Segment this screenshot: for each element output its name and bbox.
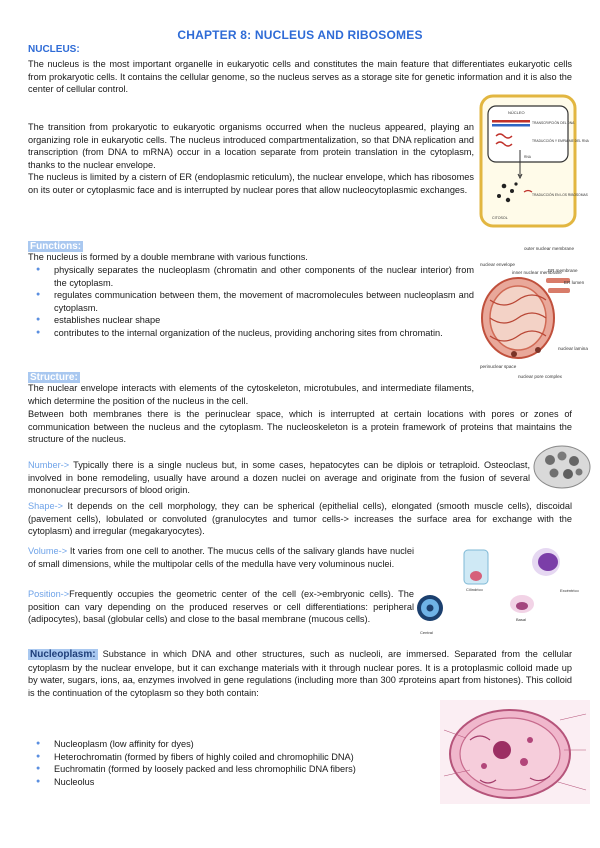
nucleoplasm-item: ● Euchromatin (formed by loosely packed and less chromophilic DNA fibers) (28, 763, 448, 776)
fig2-label-pore: nuclear pore complex (518, 374, 562, 379)
nucleoplasm-paragraph (28, 648, 572, 699)
fig1-label-empalme: TRADUCCIÓN Y EMPALME DEL RNA (532, 139, 589, 143)
nucleus-para-1: The nucleus is the most important organelle in eukaryotic cells and constitutes the main feature that differentiates eukaryotic cells from prokaryotic cells. It contains the cellular genome, so the nucleus serves as a storage site for genetic information and it is also the center of cellular control. (28, 59, 572, 95)
functions-item: ● establishes nuclear shape (28, 314, 474, 327)
fig2-label-inner: inner nuclear membrane (512, 270, 562, 275)
structure-para-2: Between both membranes there is the perinuclear space, which is interrupted at certain locations with pores or zones of communication between the nucleus and the cytoplasm. The nucleoskeleton is a protein framework of proteins that maintains the structure of the nucleus. (28, 409, 572, 445)
fig2-label-er-membrane: ER membrane (548, 268, 578, 273)
nucleoplasm-text: Substance in which DNA and other structures, such as nucleoli, are immersed. Separated from the cellular cytoplasm by the nuclear envelope, but it can exchange materials with it through nuclear pores. It is a protoplasmic colloid made up by water, sugars, ions, aa, enzymes involved in gene regulations (including more than 300 ≠proteins apart from histones). This colloid is the continuation of the cytoplasm so they both contain: (28, 649, 572, 698)
functions-intro: The nucleus is formed by a double membrane with various functions. (28, 252, 308, 262)
functions-heading: Functions: (30, 241, 82, 252)
structure-heading: Structure: (30, 372, 78, 383)
fig2-label-perinuclear: perinuclear space (480, 364, 517, 369)
nucleus-histology-image (440, 700, 590, 804)
nucleus-paragraph-1a (28, 58, 572, 96)
number-lead: Number-> (28, 460, 70, 470)
shape-text: It depends on the cell morphology, they can be spherical (epithelial cells), elongated (smooth muscle cells), discoidal (pavement cells), lobulated or convoluted (granulocytes and tumor cells-> increases the surface area for exchange with the cytoplasm) and irregular (megakaryocytes). (28, 501, 572, 537)
shape-lead: Shape-> (28, 501, 63, 511)
functions-item: ● physically separates the nucleoplasm (chromatin and other components of the nuclear interior) from the cytoplasm. (28, 264, 474, 289)
structure-shape (28, 500, 572, 538)
structure-volume (28, 545, 414, 570)
fig2-label-lamina: nuclear lamina (558, 346, 588, 351)
functions-item: ● regulates communication between them, the movement of macromolecules between nucleoplasm and cytoplasm. (28, 289, 474, 314)
position-lead: Position-> (28, 589, 70, 599)
nucleoplasm-item: ● Heterochromatin (formed by fibers of highly coiled and chromophilic DNA) (28, 751, 448, 764)
structure-para-1: The nuclear envelope interacts with elements of the cytoskeleton, microtubules, and intermediate filaments, which determine the position of the nucleus in the cell. (28, 383, 474, 406)
volume-lead: Volume-> (28, 546, 68, 556)
multinucleate-cell-image (532, 444, 592, 490)
fig1-label-rna: RNA (524, 155, 531, 159)
nucleoplasm-heading: Nucleoplasm: (30, 649, 96, 660)
page-title: CHAPTER 8: NUCLEUS AND RIBOSOMES (177, 28, 423, 42)
fig4-label-excentrico: Excéntrico (560, 588, 579, 593)
fig2-label-envelope: nuclear envelope (480, 262, 515, 267)
nucleus-position-diagram (416, 546, 592, 640)
structure-number (28, 459, 530, 497)
fig1-label-transcripcion: TRANSCRIPCIÓN DEL DNA (532, 121, 575, 125)
nucleus-compartment-diagram (478, 92, 589, 230)
nucleoplasm-item: ● Nucleolus (28, 776, 448, 789)
fig1-label-traduccion: TRADUCCIÓN EN LOS RIBOSOMAS (532, 193, 588, 197)
volume-text: It varies from one cell to another. The mucus cells of the salivary glands have nuclei of small dimensions, while the multipolar cells of the medulla have very voluminous nuclei. (28, 546, 414, 569)
functions-item: ● contributes to the internal organization of the nucleus, providing anchoring sites from chromatin. (28, 327, 474, 340)
fig4-label-central: Central (420, 630, 433, 635)
fig2-label-er-lumen: ER lumen (564, 280, 585, 285)
number-text: Typically there is a single nucleus but, in some cases, hepatocytes can be diplois or tetraploid. Osteoclast, involved in bone remodeling, usually have around a dozen nuclei on average and originate from the fusion of several mononuclear precursors of blood origin. (28, 460, 530, 496)
fig1-label-citosol: CITOSOL (492, 216, 508, 220)
nucleoplasm-list (28, 738, 448, 788)
fig4-label-basal: Basal (516, 617, 527, 622)
nucleus-para-3: The nucleus is limited by a cistern of ER (endoplasmic reticulum), the nuclear envelope, which has ribosomes on its outer or cytoplasmic face and is interrupted by nuclear pores that allow nucleocytoplasmic exchanges. (28, 172, 474, 195)
fig2-label-outer: outer nuclear membrane (524, 246, 575, 251)
nucleus-para-2: The transition from prokaryotic to eukaryotic organisms occurred when the nucleus appeared, playing an organizing role in eukaryotic cells. The nucleus introduced compartmentalization, so that DNA replication and transcription (from DNA to mRNA) occur in a location separate from protein translation in the cytoplasm, thanks to the nuclear envelope. (28, 122, 474, 170)
nucleus-paragraphs-block (28, 121, 474, 197)
nucleoplasm-item: ● Nucleoplasm (low affinity for dyes) (28, 738, 448, 751)
functions-list (28, 264, 474, 340)
nucleus-heading: NUCLEUS: (28, 44, 80, 55)
position-text: Frequently occupies the geometric center of the cell (ex->embryonic cells). The position can vary depending on the produced reserves or cell differentiations: peripheral (adipocytes), basal (globular cells) and close to the basal membrane (mucous cells). (28, 589, 414, 625)
fig1-label-nucleo: NÚCLEO (508, 110, 525, 115)
fig4-label-cilindrico: Cilíndrico (466, 587, 483, 592)
structure-position (28, 588, 414, 626)
nuclear-envelope-diagram (478, 244, 586, 384)
